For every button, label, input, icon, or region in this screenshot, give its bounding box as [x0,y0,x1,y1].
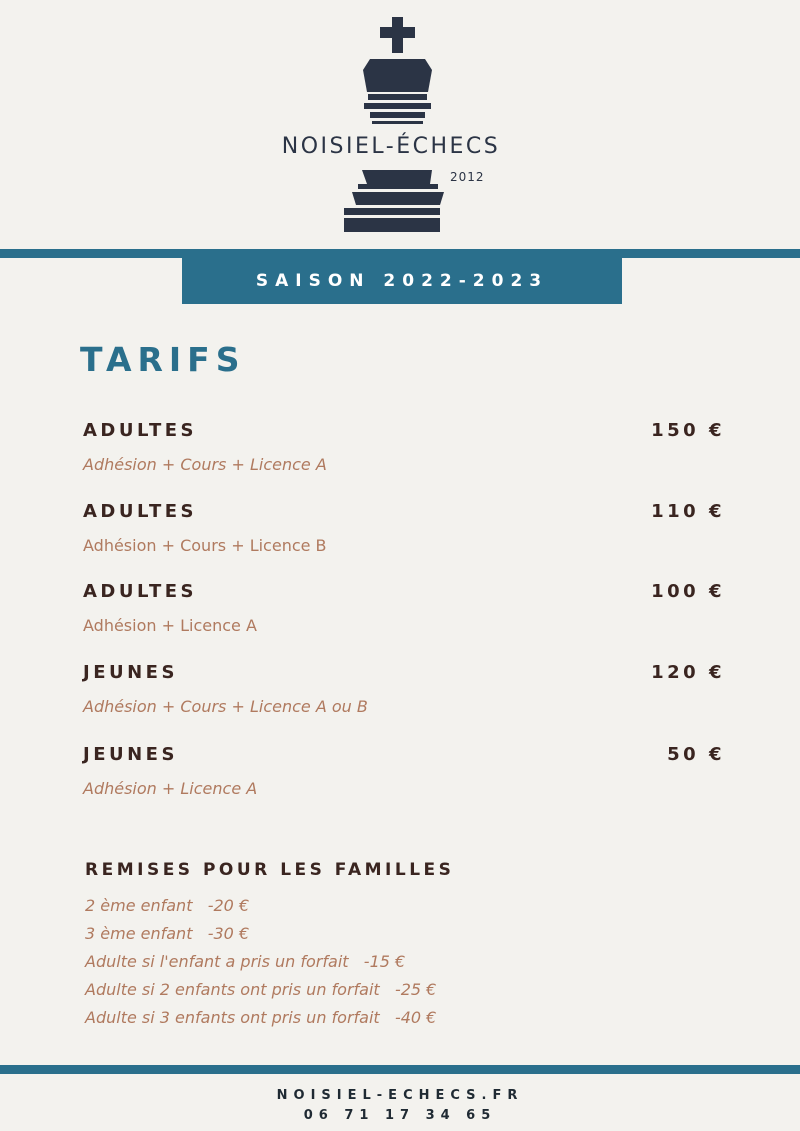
tariff-description: Adhésion + Cours + Licence A ou B [83,697,368,716]
tariff-description: Adhésion + Cours + Licence A [83,455,327,474]
tariff-category: ADULTES [83,501,198,522]
tariff-category: ADULTES [83,420,198,441]
club-logo [0,0,800,245]
discount-item: Adulte si l'enfant a pris un forfait -15 € [85,952,406,971]
tariff-price: 100 € [651,581,725,602]
season-label: SAISON 2022-2023 [255,270,549,291]
discount-item: 2 ème enfant -20 € [85,896,250,915]
bottom-divider-band [0,1065,800,1074]
tariff-description: Adhésion + Licence A [83,779,258,798]
season-banner [182,257,622,304]
tariff-category: JEUNES [83,744,178,765]
discount-item: 3 ème enfant -30 € [85,924,250,943]
family-discounts-title: REMISES POUR LES FAMILLES [85,860,455,880]
tariff-price: 50 € [667,744,725,765]
tariff-price: 150 € [651,420,725,441]
tariff-description: Adhésion + Licence A [83,616,257,635]
discount-item: Adulte si 2 enfants ont pris un forfait -25 € [85,980,437,999]
club-name: NOISIEL-ÉCHECS [281,134,501,159]
footer-phone: 06 71 17 34 65 [303,1108,497,1123]
footer-website: NOISIEL-ECHECS.FR [276,1088,524,1103]
club-founding-year: 2012 [450,170,485,184]
page-title: TARIFS [80,340,246,379]
tariff-price: 110 € [651,501,725,522]
chess-king-icon [330,12,470,237]
family-discounts-list [85,893,436,1033]
tariff-category: ADULTES [83,581,198,602]
tariff-price: 120 € [651,662,725,683]
tariff-category: JEUNES [83,662,178,683]
tariff-description: Adhésion + Cours + Licence B [83,536,327,555]
discount-item: Adulte si 3 enfants ont pris un forfait -40 € [85,1008,437,1027]
